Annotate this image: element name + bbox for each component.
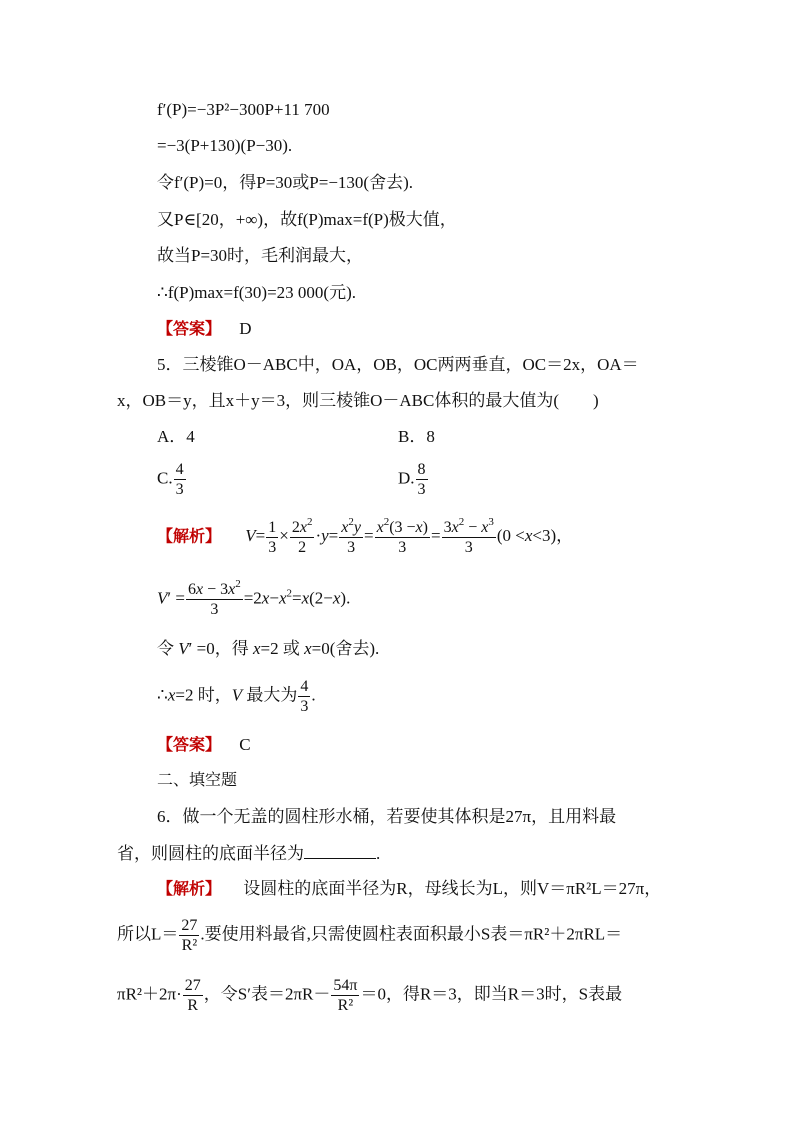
q6-line2-text-b: .要使用料最省,只需使圆柱表面积最小S表＝πR²＋2πRL＝ — [200, 924, 623, 944]
fraction — [416, 460, 428, 499]
fraction-den: R² — [181, 937, 198, 954]
fraction-num: 8 — [417, 461, 426, 478]
fraction-num: 4 — [175, 461, 184, 478]
answer-q5 — [157, 736, 251, 753]
q5-option-b: B．8 — [398, 427, 435, 446]
q5-option-a: A．4 — [157, 427, 195, 446]
fraction — [174, 460, 186, 499]
answer-blank — [304, 844, 376, 859]
line-critical: 令f′(P)=0，得P=30或P=−130(舍去). — [157, 173, 413, 192]
fraction-num: 27 — [181, 917, 198, 934]
answer-value: C — [239, 735, 251, 754]
fraction-num: 54π — [333, 977, 358, 994]
q5-conclusion: ∴x=2 时，V 最大为 $\frac{4}{3}$ . — [157, 678, 316, 715]
line-max-profit: 故当P=30时，毛利润最大， — [157, 246, 364, 265]
line-max-value: ∴f(P)max=f(30)=23 000(元). — [157, 283, 357, 302]
q5-stem-line1: 5．三棱锥O－ABC中，OA，OB，OC两两垂直，OC＝2x，OA＝ — [157, 355, 639, 374]
q5-critical-point: 令 V′ =0，得 x=2 或 x=0(舍去). — [157, 639, 380, 658]
q6-solution-line2 — [117, 916, 622, 955]
q5-solution-volume — [157, 518, 573, 557]
jiexi-tag: 【解析】 — [157, 879, 222, 898]
fraction-den: R² — [337, 997, 354, 1014]
q6-solution-text: 设圆柱的底面半径为R，母线长为L，则V＝πR²L＝27π， — [243, 879, 662, 898]
section-heading: 二、填空题 — [157, 770, 238, 789]
fraction-num: 27 — [184, 977, 201, 994]
q5-stem-line2: x，OB＝y，且x＋y＝3，则三棱锥O－ABC体积的最大值为( ) — [117, 391, 599, 410]
fraction — [331, 976, 359, 1015]
q6-stem-text: 省，则圆柱的底面半径为 — [117, 844, 304, 863]
q6-stem-line1: 6．做一个无盖的圆柱形水桶，若要使其体积是27π，且用料最 — [157, 807, 617, 826]
q5-option-c — [157, 460, 187, 499]
q6-stem-end: . — [376, 844, 381, 863]
q6-line3-text-c: ＝0，得R＝3，即当R＝3时，S表最 — [360, 984, 623, 1004]
option-d-label: D. — [398, 468, 415, 488]
answer-tag: 【答案】 — [157, 735, 222, 754]
fraction-den: 3 — [175, 481, 184, 498]
line-domain: 又P∈[20，+∞)，故f(P)max=f(P)极大值， — [157, 210, 457, 229]
q6-line3-text: πR²＋2π· — [117, 984, 182, 1004]
q6-line3-text-b: ，令S′表＝2πR－ — [203, 984, 331, 1004]
answer-value: D — [239, 319, 252, 338]
line-factored: =−3(P+130)(P−30). — [157, 136, 293, 155]
volume-formula: V= $\frac{1}{3}$ × $\frac{2x^2}{2}$ ·y= $\frac{x^2y}{3}$ = $\frac{x^2(3 -x)}{3}$ = $\frac{3x^2 - x^3}{3}$ (0 <x<3)， — [245, 516, 574, 556]
q6-solution-line1 — [157, 880, 661, 897]
q6-line2-text: 所以L＝ — [117, 924, 179, 944]
q6-stem-line2 — [117, 844, 380, 862]
line-derivative: f′(P)=−3P²−300P+11 700 — [157, 100, 330, 119]
fraction — [179, 916, 199, 955]
fraction — [183, 976, 203, 1015]
answer-q4 — [157, 320, 252, 337]
q6-solution-line3 — [117, 976, 622, 1015]
option-c-label: C. — [157, 468, 173, 488]
fraction-den: R — [187, 997, 199, 1014]
answer-tag: 【答案】 — [157, 319, 222, 338]
jiexi-tag: 【解析】 — [157, 526, 222, 546]
q5-derivative: V′ = $\frac{6x - 3x^2}{3}$ $=2x-x^2=x(2-x)$. — [157, 578, 351, 618]
fraction-den: 3 — [417, 481, 426, 498]
q5-option-d — [398, 460, 429, 499]
